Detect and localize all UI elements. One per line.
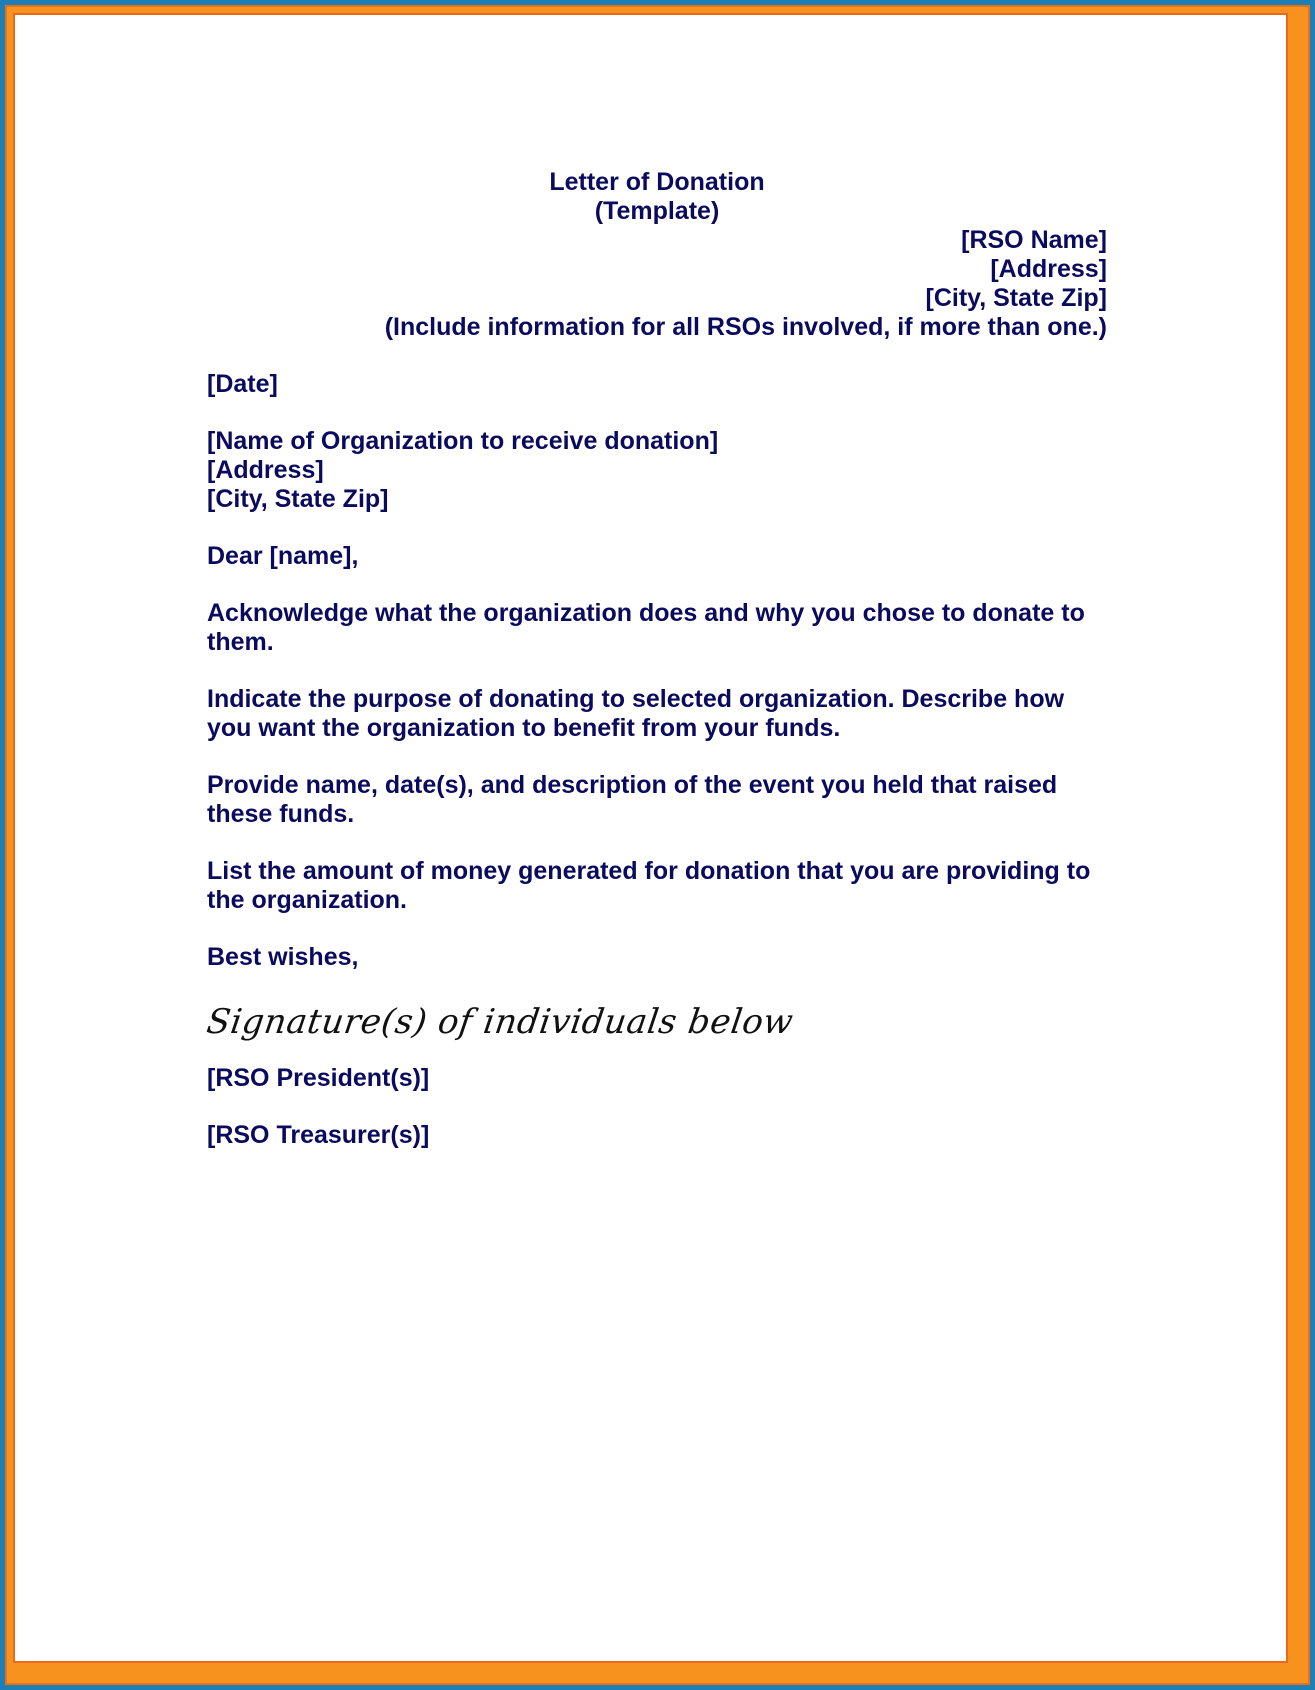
sender-name: [RSO Name] [961, 226, 1107, 254]
closing: Best wishes, [207, 943, 359, 971]
salutation: Dear [name], [207, 542, 359, 570]
signer-treasurer: [RSO Treasurer(s)] [207, 1121, 430, 1149]
signer-president: [RSO President(s)] [207, 1064, 430, 1092]
recipient-address: [Address] [207, 456, 324, 484]
signature-line: Signature(s) of individuals below [204, 1002, 796, 1042]
body-paragraph-event: Provide name, date(s), and description of the event you held that raised these funds. [207, 771, 1058, 828]
body-paragraph-amount: List the amount of money generated for donation that you are providing to the organization. [207, 857, 1091, 914]
body-paragraph-acknowledge: Acknowledge what the organization does and why you chose to donate to them. [207, 599, 1085, 656]
sender-city: [City, State Zip] [925, 284, 1107, 312]
letter-title: Letter of Donation [549, 168, 765, 196]
recipient-name: [Name of Organization to receive donation] [207, 427, 719, 455]
letter-subtitle: (Template) [594, 197, 720, 225]
sender-note: (Include information for all RSOs involved, if more than one.) [384, 313, 1107, 341]
letter-date: [Date] [207, 370, 278, 398]
recipient-city: [City, State Zip] [207, 485, 389, 513]
sender-address: [Address] [990, 255, 1107, 283]
donation-letter [204, 168, 1107, 1150]
body-paragraph-purpose: Indicate the purpose of donating to selected organization. Describe how you want the organization to benefit from your funds. [207, 685, 1065, 742]
